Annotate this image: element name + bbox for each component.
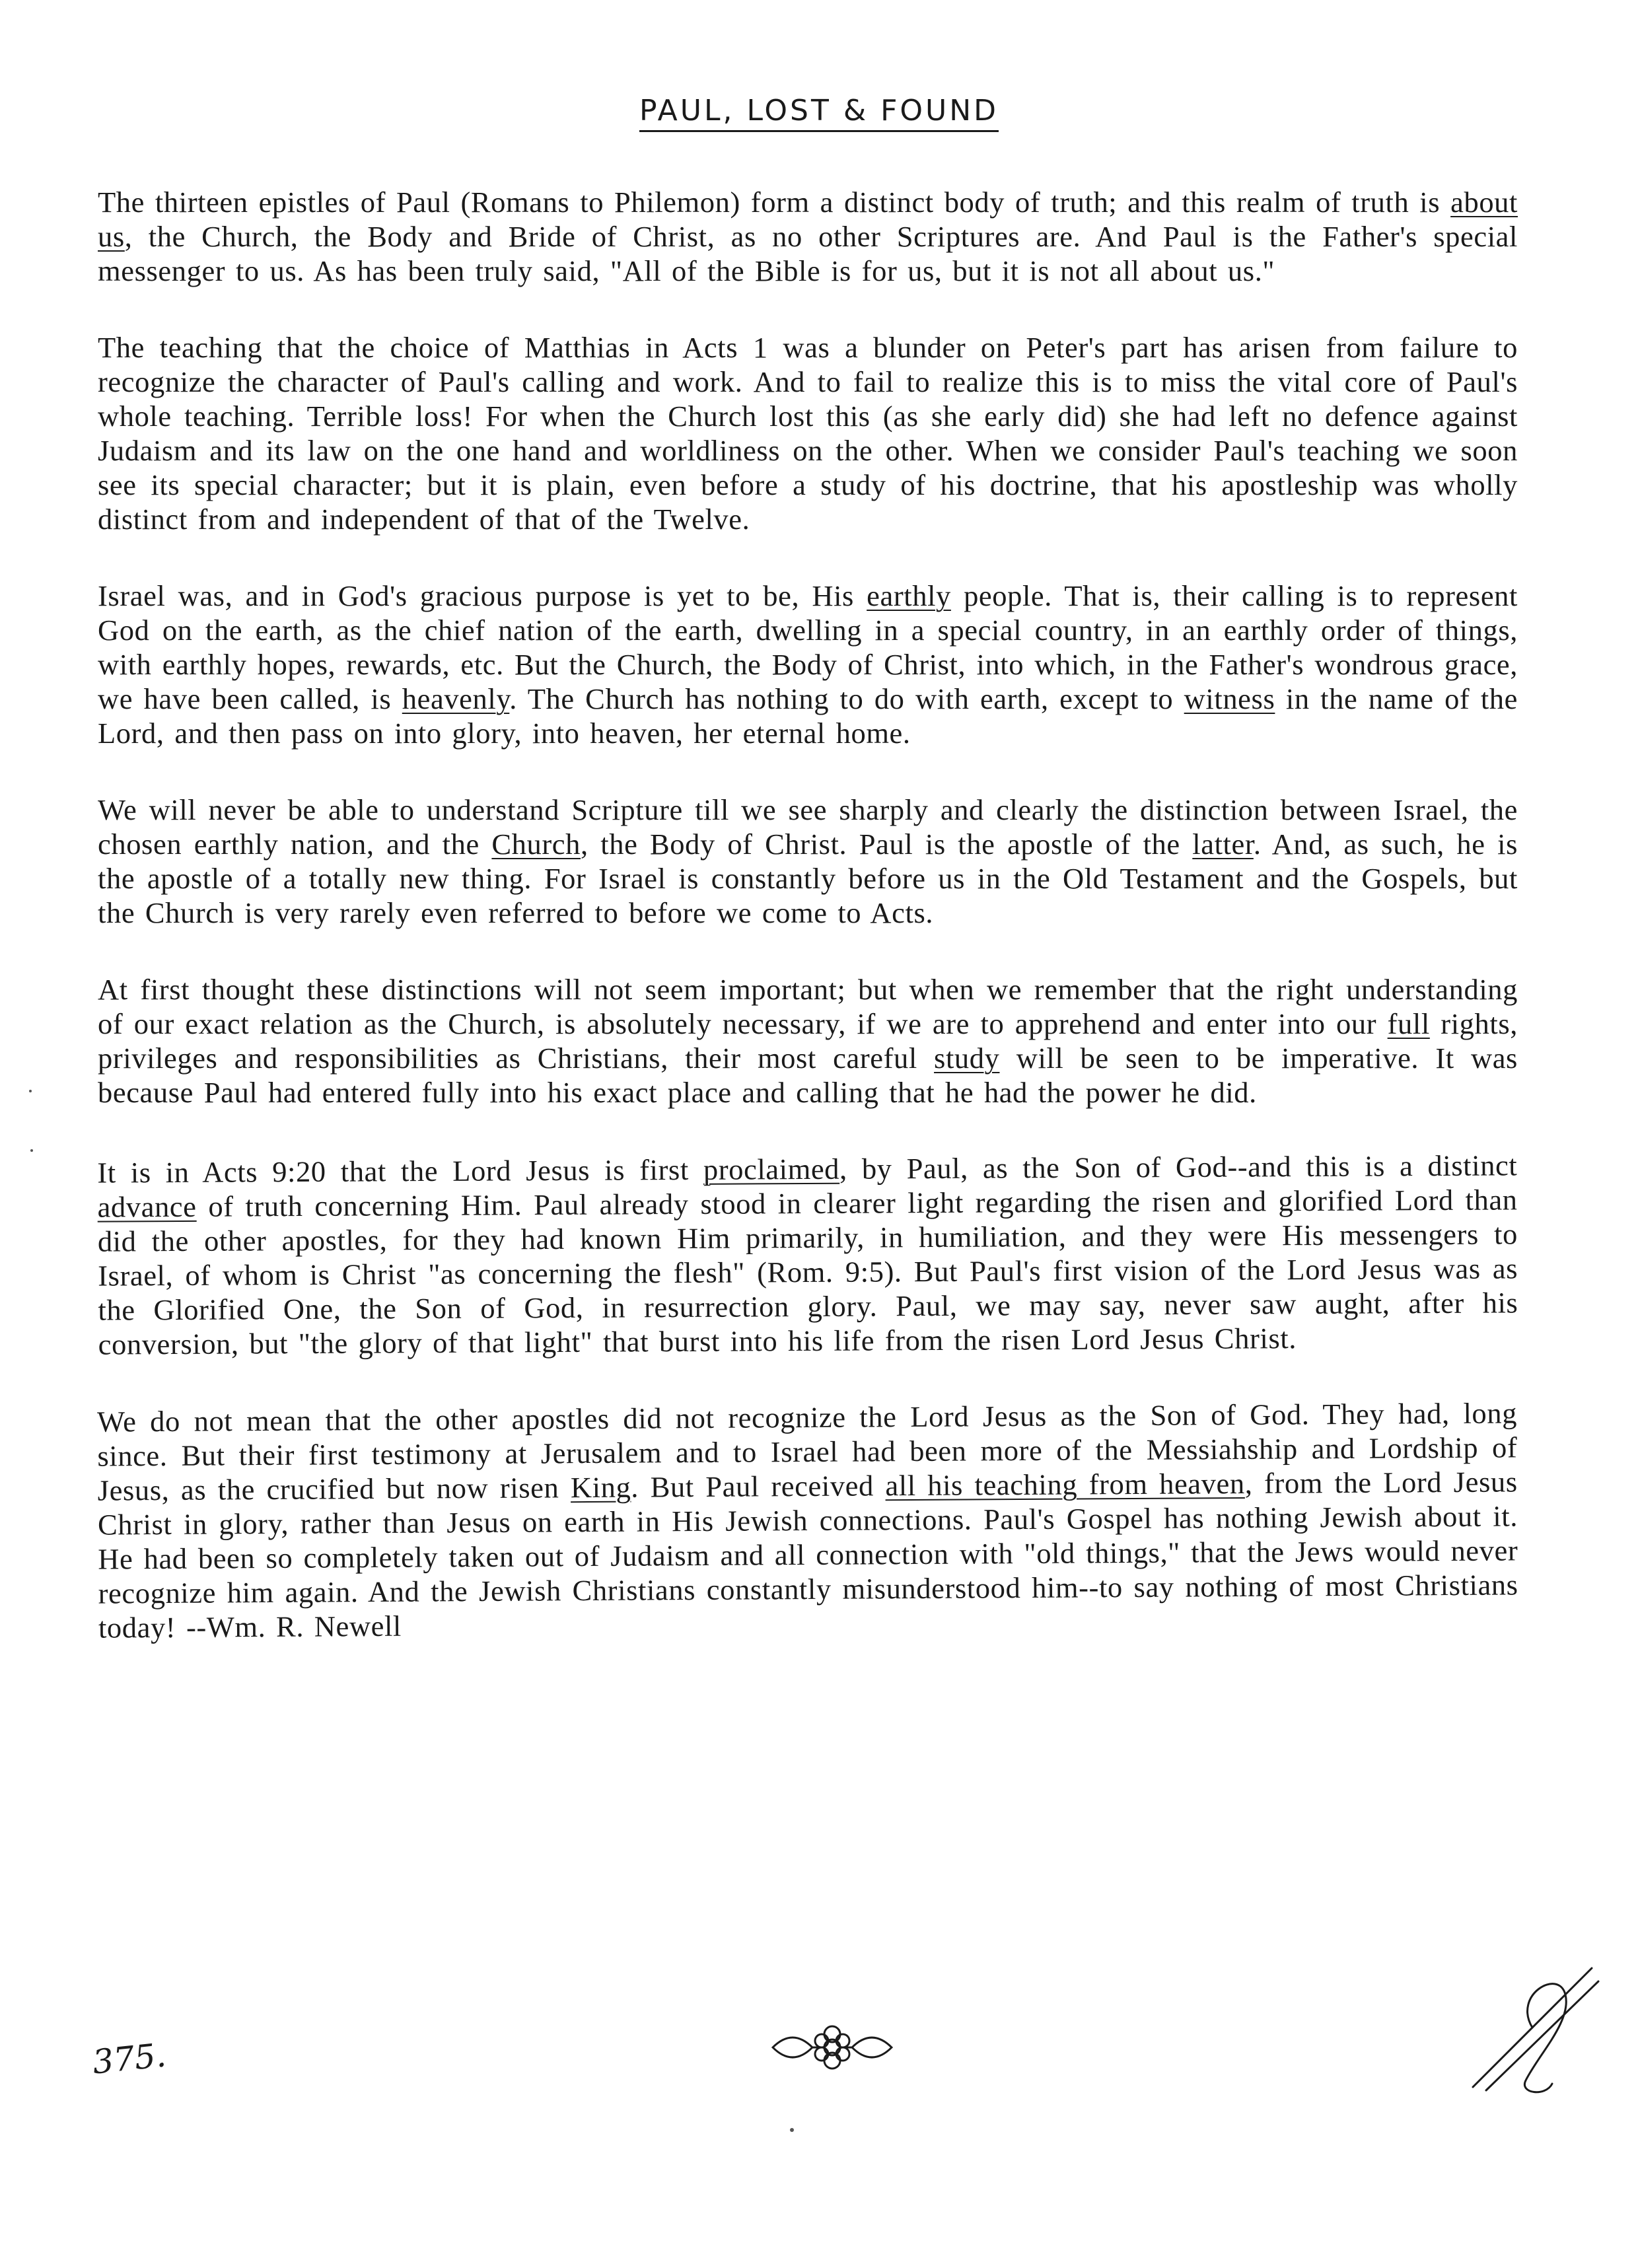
paragraph-text: of truth concerning Him. Paul already stood in clearer light regarding the risen and glorified Lord than did the other apostles, for they had known Him primarily, in humiliation, and they were His messengers to Israel, of whom is Christ "as concerning the flesh" (Rom. 9:5). But Paul's first vision of the Lord Jesus was as the Glorified One, the Son of God, in resurrection glory. Paul, we may say, never saw aught, after his conversion, but "the glory of that light" that burst into his life from the risen Lord Jesus Christ. (97, 1183, 1518, 1361)
paragraph-6 (97, 1148, 1518, 1361)
paragraph-text: It is in Acts 9:20 that the Lord Jesus is first (97, 1152, 704, 1189)
paragraph-text: . And, as such, he is the apostle of a totally new thing. For Israel is constantly before us in the Old Testament and the Gospels, but the Church is very rarely even referred to before we come to Acts. (98, 828, 1518, 929)
ornament-icon (766, 2014, 898, 2080)
underlined-text: full (1387, 1007, 1430, 1040)
underlined-text: witness (1184, 682, 1275, 715)
paragraph-text: . But Paul received (631, 1469, 886, 1504)
page-number: 375. (90, 2036, 168, 2082)
paragraph-text: rights, privileges and responsibilities as Christians, their most careful (98, 1007, 1518, 1075)
underlined-text: proclaimed (703, 1152, 840, 1186)
paragraph-4 (98, 793, 1518, 930)
speck-mark (29, 1090, 32, 1092)
underlined-text: Church (491, 828, 581, 861)
paragraph-text: We do not mean that the other apostles did not recognize the Lord Jesus as the Son of God. They had, long since. But their first testimony at Jerusalem and to Israel had been more of the Messiahship and Lordship of Jesus, as the crucified but now risen (96, 1396, 1518, 1507)
paragraph-text: , by Paul, as the Son of God--and this is a distinct (839, 1149, 1518, 1186)
page-title (0, 94, 1638, 127)
underlined-text: advance (97, 1189, 197, 1224)
underlined-text: King (570, 1470, 631, 1505)
underlined-text: study (934, 1042, 1000, 1075)
speck-mark (30, 1149, 33, 1152)
paragraph-7 (97, 1396, 1518, 1645)
page-title-text: PAUL, LOST & FOUND (639, 94, 999, 132)
paragraph-3 (98, 579, 1518, 750)
paragraph-text: will be seen to be imperative. It was because Paul had entered fully into his exact place and calling that he had the power he did. (98, 1042, 1518, 1109)
paragraph-text: We will never be able to understand Scripture till we see sharply and clearly the distinction between Israel, the chosen earthly nation, and the (98, 793, 1518, 861)
paragraph-text: At first thought these distinctions will not seem important; but when we remember that the right understanding of our exact relation as the Church, is absolutely necessary, if we are to apprehend and enter into our (98, 973, 1518, 1040)
paragraph-text: The thirteen epistles of Paul (Romans to Philemon) form a distinct body of truth; and this realm of truth is (98, 186, 1451, 219)
underlined-text: latter (1192, 828, 1254, 861)
speck-mark (790, 2128, 794, 2132)
paragraph-2 (98, 330, 1518, 536)
paragraph-text: in the name of the Lord, and then pass on into glory, into heaven, her eternal home. (98, 682, 1518, 750)
paragraph-text: Israel was, and in God's gracious purpose is yet to be, His (98, 579, 867, 612)
paragraph-text: , the Church, the Body and Bride of Christ, as no other Scriptures are. And Paul is the Father's special messenger to us. As has been truly said, "All of the Bible is for us, but it is not all about us." (98, 220, 1518, 287)
underlined-text: about us (98, 186, 1518, 253)
paragraph-1 (98, 185, 1518, 288)
paragraph-text: . The Church has nothing to do with earth, except to (509, 682, 1184, 715)
paragraph-5 (98, 972, 1518, 1110)
underlined-text: earthly (867, 579, 951, 612)
underlined-text: heavenly (402, 682, 510, 715)
body-text (98, 185, 1518, 1683)
underlined-text: all his teaching from heaven (885, 1466, 1245, 1503)
paragraph-text: The teaching that the choice of Matthias in Acts 1 was a blunder on Peter's part has arisen from failure to recognize the character of Paul's calling and work. And to fail to realize this is to miss the vital core of Paul's whole teaching. Terrible loss! For when the Church lost this (as she early did) she had left no defence against Judaism and its law on the one hand and worldliness on the other. When we consider Paul's teaching we soon see its special character; but it is plain, even before a study of his doctrine, that his apostleship was wholly distinct from and independent of that of the Twelve. (98, 331, 1518, 536)
paragraph-text: people. That is, their calling is to represent God on the earth, as the chief nation of the earth, dwelling in a special country, in an earthly order of things, with earthly hopes, rewards, etc. But the Church, the Body of Christ, into which, in the Father's wondrous grace, we have been called, is (98, 579, 1518, 715)
paragraph-text: , from the Lord Jesus Christ in glory, rather than Jesus on earth in His Jewish connections. Paul's Gospel has nothing Jewish about it. He had been so completely taken out of Judaism and all connection with "old things," that the Jews would never recognize him again. And the Jewish Christians constantly misunderstood him--to say nothing of most Christians today! --Wm. R. Newell (97, 1465, 1518, 1645)
paragraph-text: , the Body of Christ. Paul is the apostle of the (581, 828, 1193, 861)
initials-signature-icon (1460, 1955, 1605, 2100)
